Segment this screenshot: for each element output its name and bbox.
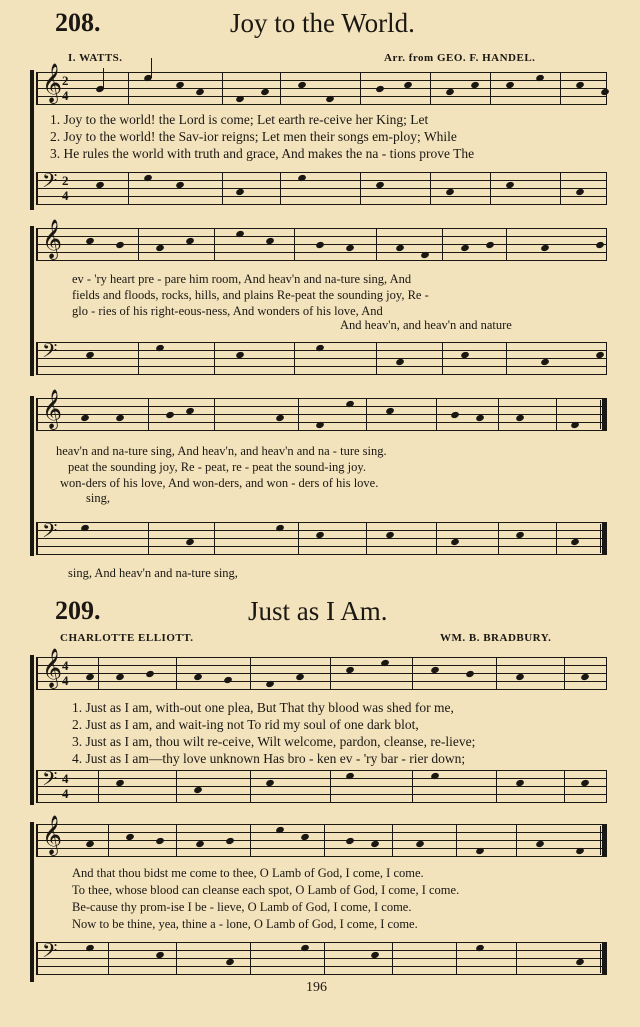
treble-staff [36, 63, 607, 105]
bass-staff [36, 169, 607, 205]
treble-clef-icon: 𝄞 [42, 648, 63, 688]
brace [30, 70, 34, 210]
hymn-208-number: 208. [55, 8, 101, 37]
treble-clef-icon: 𝄞 [42, 219, 63, 259]
treble-staff [36, 648, 607, 690]
hymn-209-verse-line-4: Now to be thine, yea, thine a - lone, O Lamb of God, I come, I come. [72, 917, 418, 931]
hymn-208-alto-line: sing, [86, 491, 110, 505]
hymn-208-alto-line: And heav'n, and heav'n and nature [340, 318, 512, 332]
time-signature: 2 4 [62, 173, 69, 203]
bass-clef-icon: 𝄢 [42, 519, 58, 547]
time-signature: 4 4 [62, 771, 69, 801]
hymn-208-verse-line-3: 3. He rules the world with truth and grace, And makes the na - tions prove The [50, 146, 475, 161]
hymn-209-number: 209. [55, 596, 101, 625]
time-signature: 2 4 [62, 73, 69, 103]
hymn-208-verse-line-2: fields and floods, rocks, hills, and plains Re-peat the sounding joy, Re - [72, 288, 429, 302]
treble-clef-icon: 𝄞 [42, 63, 63, 103]
hymn-209-verse-line-1: 1. Just as I am, with-out one plea, But That thy blood was shed for me, [72, 700, 454, 715]
hymn-208-title: Joy to the World. [230, 8, 415, 38]
hymn-208-verse-line-2: 2. Joy to the world! the Sav-ior reigns; Let men their songs em-ploy; While [50, 129, 457, 144]
hymn-209-verse-line-2: 2. Just as I am, and wait-ing not To rid my soul of one dark blot, [72, 717, 419, 732]
hymn-209-verse-line-3: 3. Just as I am, thou wilt re-ceive, Wilt welcome, pardon, cleanse, re-lieve; [72, 734, 476, 749]
bass-staff [36, 339, 607, 375]
hymn-208-verse-line-1: 1. Joy to the world! the Lord is come; Let earth re-ceive her King; Let [50, 112, 429, 127]
hymn-209-title: Just as I Am. [248, 596, 388, 626]
brace [30, 822, 34, 982]
treble-clef-icon: 𝄞 [42, 389, 63, 429]
bass-staff [36, 939, 607, 975]
hymn-209-composer: WM. B. BRADBURY. [440, 632, 552, 644]
bass-clef-icon: 𝄢 [42, 339, 58, 367]
page-number: 196 [306, 980, 327, 995]
hymn-208-arranger: Arr. from GEO. F. HANDEL. [384, 52, 536, 64]
hymn-209-verse-line-1: And that thou bidst me come to thee, O Lamb of God, I come, I come. [72, 866, 424, 880]
bass-staff [36, 519, 607, 555]
bass-clef-icon: 𝄢 [42, 169, 58, 197]
hymn-208-author: I. WATTS. [68, 52, 123, 64]
hymn-208-verse-line-1: heav'n and na-ture sing, And heav'n, and heav'n and na - ture sing. [56, 444, 387, 458]
hymn-209-verse-line-3: Be-cause thy prom-ise I be - lieve, O Lamb of God, I come, I come. [72, 900, 412, 914]
hymn-209-verse-line-4: 4. Just as I am—thy love unknown Has bro - ken ev - 'ry bar - rier down; [72, 751, 466, 766]
treble-staff [36, 389, 607, 431]
bass-clef-icon: 𝄢 [42, 939, 58, 967]
hymn-208-verse-line-3: glo - ries of his right-eous-ness, And wonders of his love, And [72, 304, 383, 318]
brace [30, 655, 34, 805]
treble-staff [36, 219, 607, 261]
hymn-209-verse-line-2: To thee, whose blood can cleanse each spot, O Lamb of God, I come, I come. [72, 883, 460, 897]
treble-clef-icon: 𝄞 [42, 815, 63, 855]
brace [30, 396, 34, 556]
hymn-209-author: CHARLOTTE ELLIOTT. [60, 632, 194, 644]
hymn-208-bass-line: sing, And heav'n and na-ture sing, [68, 566, 238, 580]
hymn-208-verse-line-2: peat the sounding joy, Re - peat, re - peat the sound-ing joy. [68, 460, 366, 474]
treble-staff [36, 815, 607, 857]
hymn-208-verse-line-3: won-ders of his love, And won-ders, and won - ders of his love. [60, 476, 379, 490]
hymn-208-verse-line-1: ev - 'ry heart pre - pare him room, And heav'n and na-ture sing, And [72, 272, 412, 286]
bass-staff [36, 767, 607, 803]
brace [30, 226, 34, 376]
time-signature: 4 4 [62, 658, 69, 688]
bass-clef-icon: 𝄢 [42, 767, 58, 795]
